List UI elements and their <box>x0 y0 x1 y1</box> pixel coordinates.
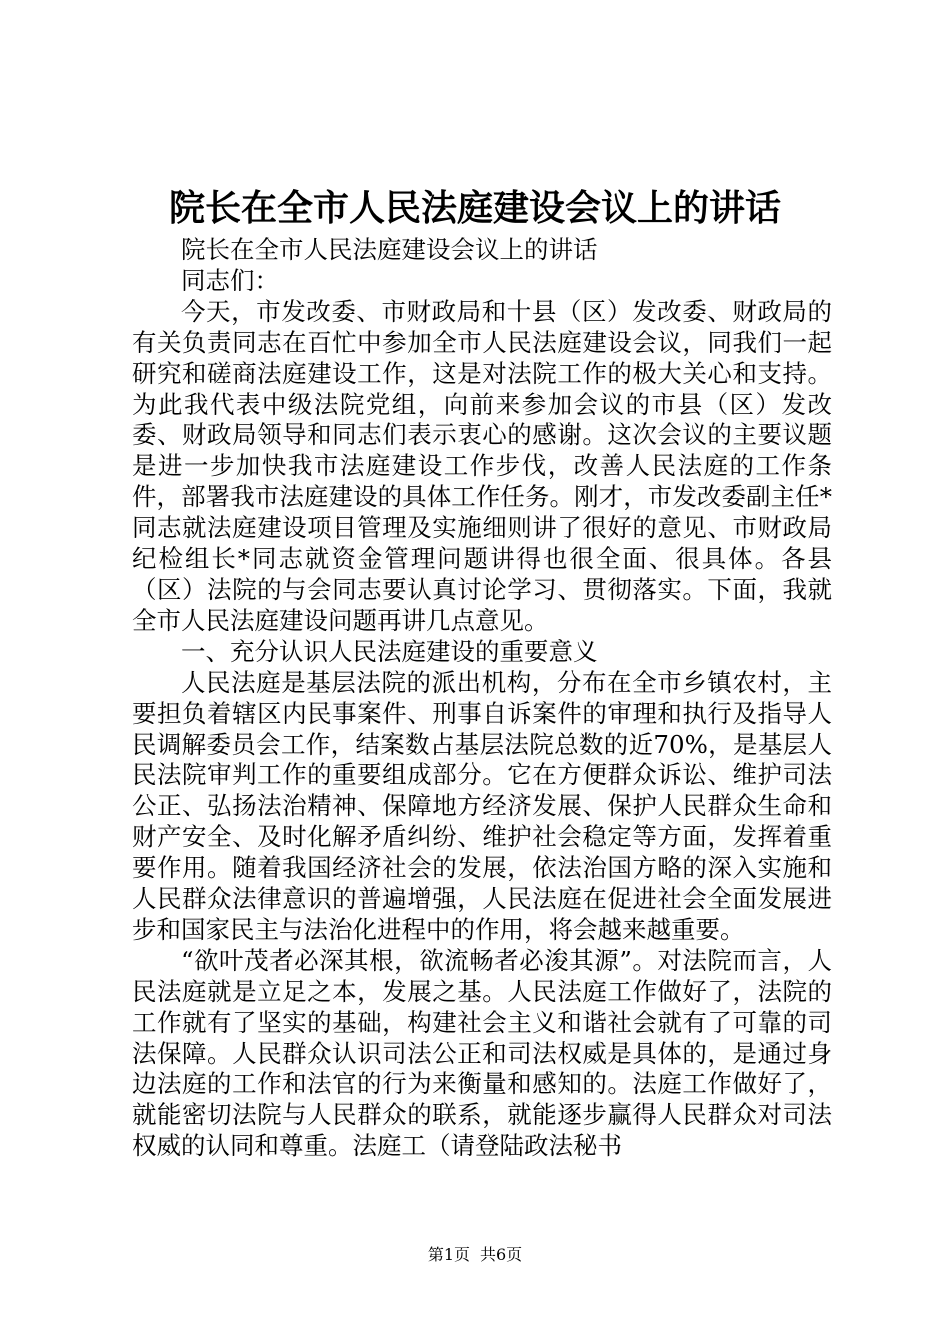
paragraph: 今天，市发改委、市财政局和十县（区）发改委、财政局的有关负责同志在百忙中参加全市人民法庭建设会议，同我们一起研究和磋商法庭建设工作，这是对法院工作的极大关心和支持。为此我代表中级法院党组，向前来参加会议的市县（区）发改委、财政局领导和同志们表示衷心的感谢。这次会议的主要议题是进一步加快我市法庭建设工作步伐，改善人民法庭的工作条件，部署我市法庭建设的具体工作任务。刚才，市发改委副主任*同志就法庭建设项目管理及实施细则讲了很好的意见、市财政局纪检组长*同志就资金管理问题讲得也很全面、很具体。各县（区）法院的与会同志要认真讨论学习、贯彻落实。下面，我就全市人民法庭建设问题再讲几点意见。 <box>132 296 832 635</box>
page-footer <box>0 1243 950 1267</box>
paragraph: “欲叶茂者必深其根，欲流畅者必浚其源”。对法院而言，人民法庭就是立足之本，发展之基。人民法庭工作做好了，法院的工作就有了坚实的基础，构建社会主义和谐社会就有了可靠的司法保障。人民群众认识司法公正和司法权威是具体的，是通过身边法庭的工作和法官的行为来衡量和感知的。法庭工作做好了，就能密切法院与人民群众的联系，就能逐步赢得人民群众对司法权威的认同和尊重。法庭工（请登陆政法秘书 <box>132 945 832 1161</box>
paragraph-salutation: 同志们： <box>181 265 279 295</box>
page-total: 共6页 <box>480 1245 523 1264</box>
document-title: 院长在全市人民法庭建设会议上的讲话 <box>168 187 781 229</box>
section-heading: 一、充分认识人民法庭建设的重要意义 <box>181 636 598 666</box>
document-body <box>132 235 832 1162</box>
paragraph-subtitle: 院长在全市人民法庭建设会议上的讲话 <box>181 235 598 264</box>
paragraph: 人民法庭是基层法院的派出机构，分布在全市乡镇农村，主要担负着辖区内民事案件、刑事自诉案件的审理和执行及指导人民调解委员会工作，结案数占基层法院总数的近70%，是基层人民法院审判工作的重要组成部分。它在方便群众诉讼、维护司法公正、弘扬法治精神、保障地方经济发展、保护人民群众生命和财产安全、及时化解矛盾纠纷、维护社会稳定等方面，发挥着重要作用。随着我国经济社会的发展，依法治国方略的深入实施和人民群众法律意识的普遍增强，人民法庭在促进社会全面发展进步和国家民主与法治化进程中的作用，将会越来越重要。 <box>132 667 832 944</box>
page-number: 第1页 <box>427 1245 470 1264</box>
